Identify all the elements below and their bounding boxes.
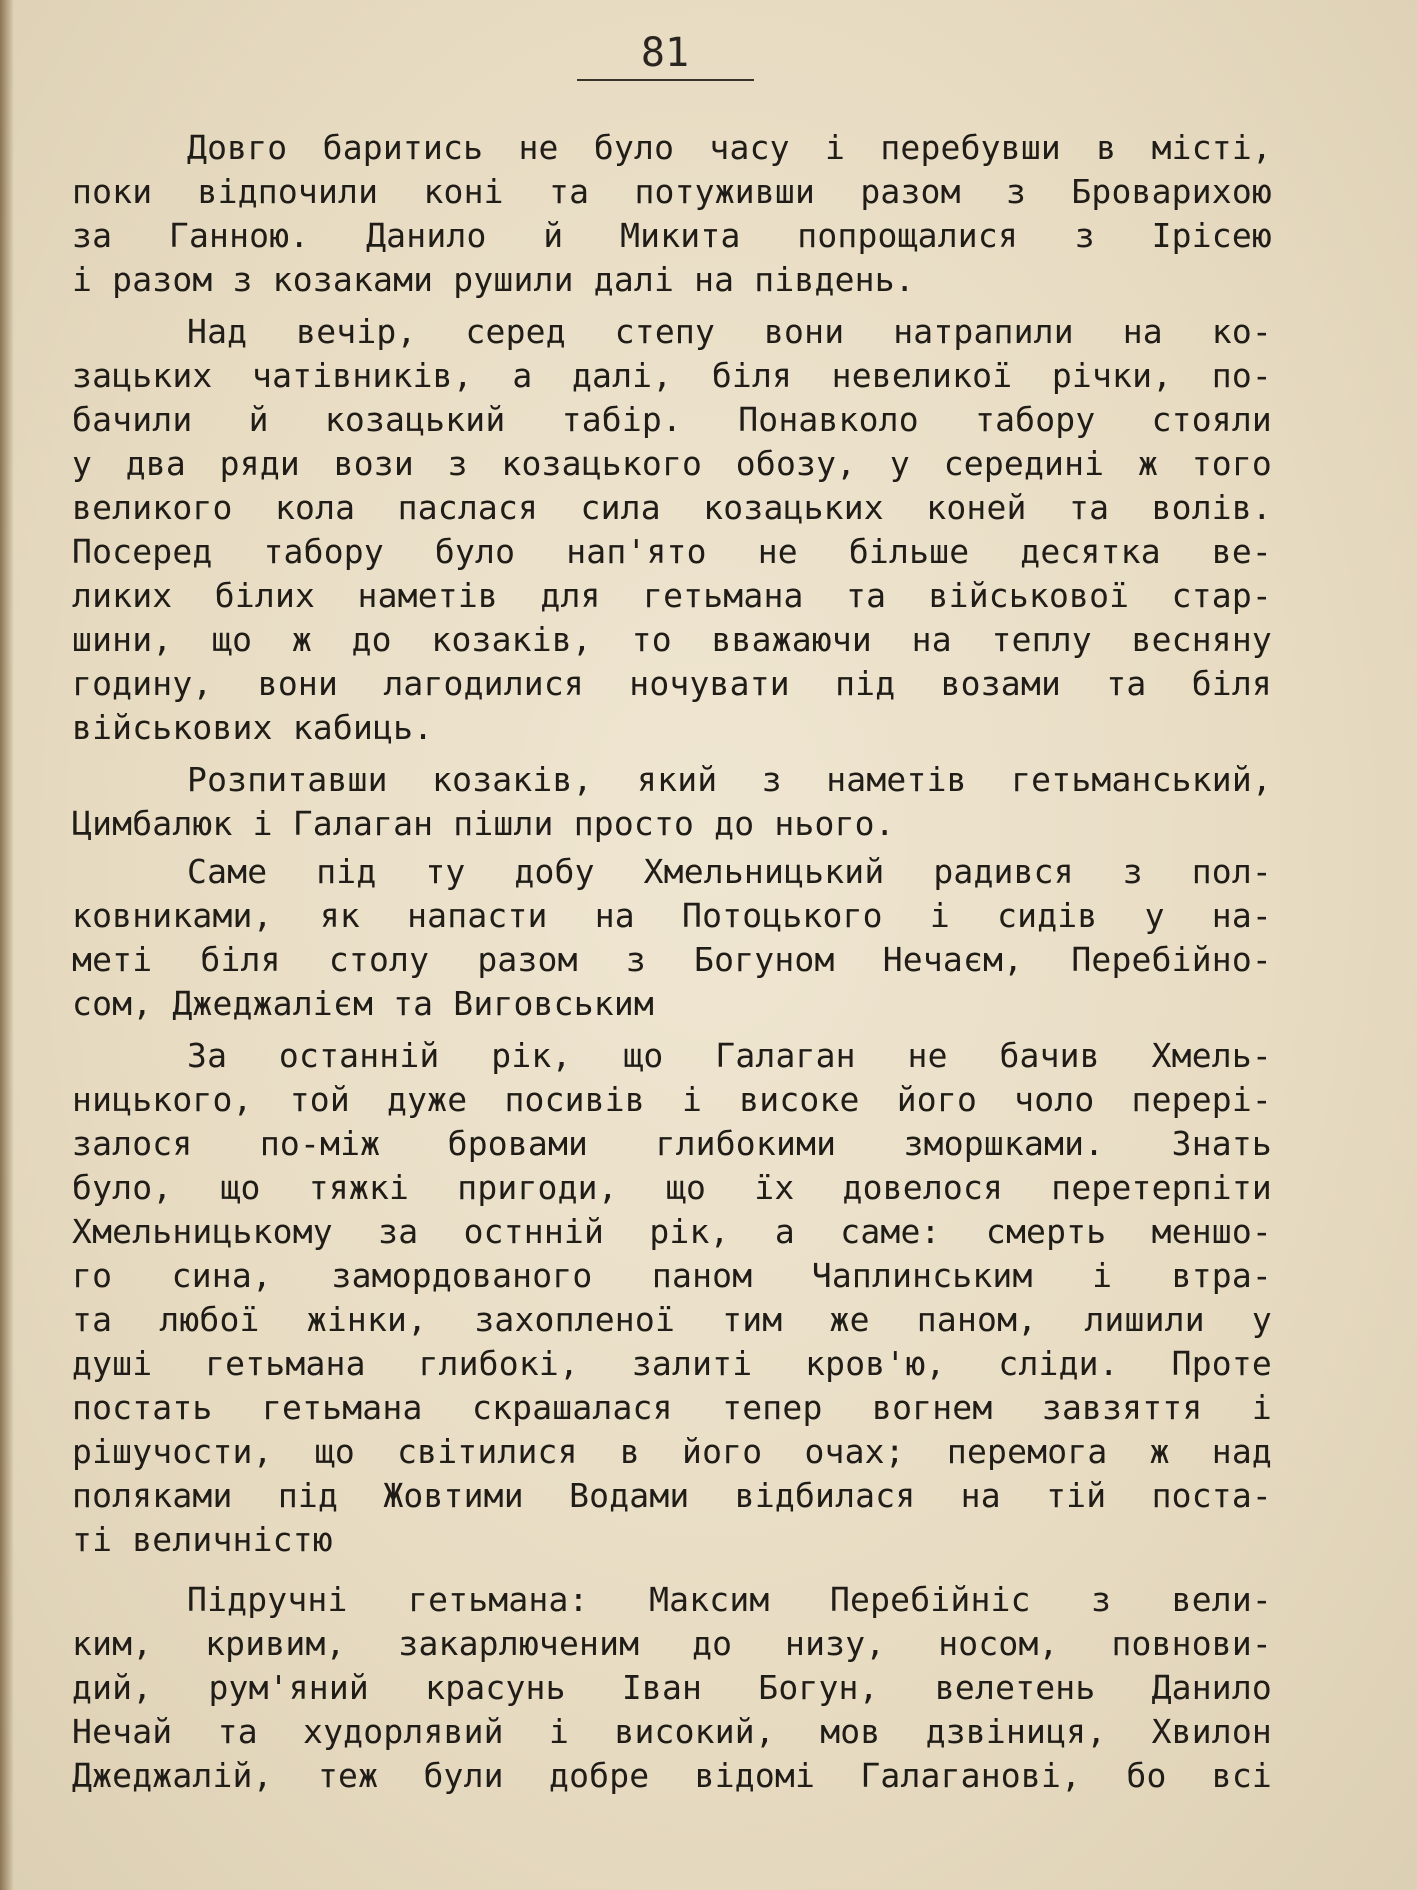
paragraph <box>72 1578 1272 1798</box>
text-line: бачили й козацький табір. Понавколо табору стояли <box>72 400 1272 439</box>
text-line: Розпитавши козаків, який з наметів гетьманський, <box>187 760 1272 799</box>
text-line: душі гетьмана глибокі, залиті кров'ю, сліди. Проте <box>72 1344 1272 1383</box>
page-number: 81 <box>640 30 690 76</box>
text-line: рішучости, що світилися в його очах; перемога ж над <box>72 1432 1272 1471</box>
text-line: Цимбалюк і Галаган пішли просто до нього. <box>72 804 895 843</box>
text-line: За останній рік, що Галаган не бачив Хмель- <box>187 1036 1272 1075</box>
text-line: військових кабиць. <box>72 708 434 747</box>
text-line: ликих білих наметів для гетьмана та військової стар- <box>72 576 1272 615</box>
text-line: Посеред табору було нап'ято не більше десятка ве- <box>72 532 1272 571</box>
text-line: у два ряди вози з козацького обозу, у середині ж того <box>72 444 1272 483</box>
text-line: Нечай та худорлявий і високий, мов дзвіниця, Хвилон <box>72 1712 1272 1751</box>
text-line: Довго баритись не було часу і перебувши в місті, <box>187 128 1272 167</box>
text-line: Джеджалій, теж були добре відомі Галаганові, бо всі <box>72 1756 1272 1795</box>
text-line: поки відпочили коні та потуживши разом з Броварихою <box>72 172 1272 211</box>
paragraph <box>72 850 1272 1026</box>
text-line: зацьких чатівників, а далі, біля невеликої річки, по- <box>72 356 1272 395</box>
text-line: ким, кривим, закарлюченим до низу, носом, повнови- <box>72 1624 1272 1663</box>
text-line: Над вечір, серед степу вони натрапили на ко- <box>187 312 1272 351</box>
paragraph <box>72 1034 1272 1562</box>
text-line: і разом з козаками рушили далі на південь. <box>72 260 915 299</box>
text-line: сом, Джеджалієм та Виговським <box>72 984 654 1023</box>
text-line: ницького, той дуже посивів і високе його чоло перері- <box>72 1080 1272 1119</box>
text-line: го сина, замордованого паном Чаплинським і втра- <box>72 1256 1272 1295</box>
text-line: годину, вони лагодилися ночувати під возами та біля <box>72 664 1272 703</box>
text-line: ті величністю <box>72 1520 333 1559</box>
text-line: шини, що ж до козаків, то вважаючи на теплу весняну <box>72 620 1272 659</box>
text-line: та любої жінки, захопленої тим же паном, лишили у <box>72 1300 1272 1339</box>
text-line: постать гетьмана скрашалася тепер вогнем завзяття і <box>72 1388 1272 1427</box>
text-line: за Ганною. Данило й Микита попрощалися з Ірісею <box>72 216 1272 255</box>
text-line: дий, рум'яний красунь Іван Богун, велетень Данило <box>72 1668 1272 1707</box>
text-line: великого кола паслася сила козацьких коней та волів. <box>72 488 1272 527</box>
text-line: ковниками, як напасти на Потоцького і сидів у на- <box>72 896 1272 935</box>
paragraph <box>72 310 1272 750</box>
header-rule <box>577 79 754 81</box>
text-line: меті біля столу разом з Богуном Нечаєм, Перебійно- <box>72 940 1272 979</box>
paragraph <box>72 126 1272 302</box>
page-edge-shadow <box>0 0 14 1890</box>
paragraph <box>72 758 1272 846</box>
text-line: Саме під ту добу Хмельницький радився з пол- <box>187 852 1272 891</box>
text-line: поляками під Жовтими Водами відбилася на тій поста- <box>72 1476 1272 1515</box>
text-line: Хмельницькому за остнній рік, а саме: смерть меншо- <box>72 1212 1272 1251</box>
text-line: залося по-між бровами глибокими зморшками. Знать <box>72 1124 1272 1163</box>
text-line: Підручні гетьмана: Максим Перебійніс з вели- <box>187 1580 1272 1619</box>
text-body <box>72 126 1272 1798</box>
text-line: було, що тяжкі пригоди, що їх довелося перетерпіти <box>72 1168 1272 1207</box>
